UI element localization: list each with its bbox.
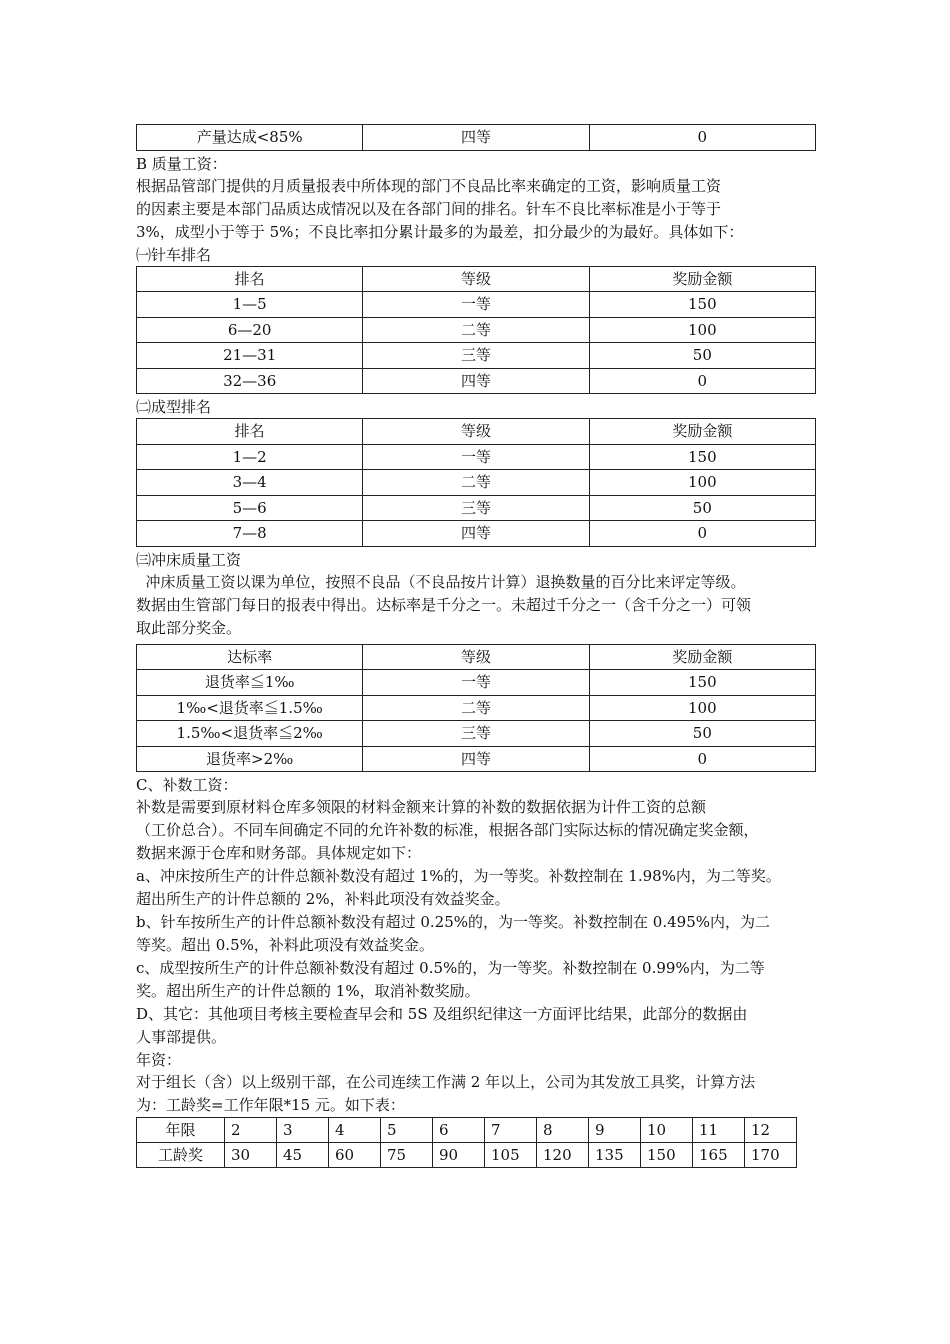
table2-title: ㈡成型排名 xyxy=(136,398,212,416)
document-page xyxy=(136,0,816,1168)
table-cell: 50 xyxy=(589,721,815,747)
table-cell: 5—6 xyxy=(137,495,363,521)
paragraph-line: （工价总合）。不同车间确定不同的允许补数的标准，根据各部门实际达标的情况确定奖金额， xyxy=(136,821,759,839)
table1-title: ㈠针车排名 xyxy=(136,245,212,264)
forming-ranking-table xyxy=(136,418,816,547)
table-cell: 产量达成<85% xyxy=(137,125,363,151)
table-cell: 4 xyxy=(329,1118,381,1143)
paragraph-line: b、针车按所生产的计件总额补数没有超过 0.25%的，为一等奖。补数控制在 0.495%内，为二 xyxy=(136,913,770,931)
table-cell: 1‰<退货率≦1.5‰ xyxy=(137,695,363,721)
paragraph-line: 补数是需要到原材料仓库多领限的材料金额来计算的补数的数据依据为计件工资的总额 xyxy=(136,798,707,816)
column-header: 等级 xyxy=(363,266,589,292)
table-cell: 三等 xyxy=(363,721,589,747)
section-year-heading: 年资： xyxy=(136,1051,182,1069)
seniority-award-table xyxy=(136,1117,797,1168)
table-cell: 一等 xyxy=(363,444,589,470)
table-header-row xyxy=(137,266,816,292)
paragraph-line: a、冲床按所生产的计件总额补数没有超过 1%的，为一等奖。补数控制在 1.98%内，为二等奖。 xyxy=(136,867,781,885)
section-b-paragraph xyxy=(136,175,816,244)
table-row xyxy=(137,695,816,721)
table-cell: 三等 xyxy=(363,495,589,521)
column-header: 等级 xyxy=(363,644,589,670)
continued-table xyxy=(136,124,816,151)
paragraph-line: 对于组长（含）以上级别干部，在公司连续工作满 2 年以上，公司为其发放工具奖，计算方法 xyxy=(136,1073,756,1091)
section-3-title: ㈢冲床质量工资 xyxy=(136,550,242,569)
table-cell: 一等 xyxy=(363,292,589,318)
table-cell: 三等 xyxy=(363,343,589,369)
table-cell: 50 xyxy=(589,495,815,521)
table-cell: 90 xyxy=(433,1143,485,1168)
paragraph-line: 超出所生产的计件总额的 2%，补料此项没有效益奖金。 xyxy=(136,890,510,908)
table-row xyxy=(137,670,816,696)
table-cell: 105 xyxy=(485,1143,537,1168)
table-cell: 二等 xyxy=(363,317,589,343)
table-cell: 8 xyxy=(537,1118,589,1143)
table-row xyxy=(137,292,816,318)
paragraph-line: 的因素主要是本部门品质达成情况以及在各部门间的排名。针车不良比率标准是小于等于 xyxy=(136,199,722,218)
section-c-heading: C、补数工资： xyxy=(136,776,238,794)
table-cell: 50 xyxy=(589,343,815,369)
table-cell: 3 xyxy=(277,1118,329,1143)
paragraph-line: D、其它：其他项目考核主要检查早会和 5S 及组织纪律这一方面评比结果，此部分的数据由 xyxy=(136,1005,748,1023)
item-a xyxy=(136,865,816,911)
item-c xyxy=(136,957,816,1003)
table-cell: 0 xyxy=(589,746,815,772)
table-cell: 一等 xyxy=(363,670,589,696)
table-cell: 0 xyxy=(589,125,815,151)
table-cell: 75 xyxy=(381,1143,433,1168)
table-cell: 1.5‰<退货率≦2‰ xyxy=(137,721,363,747)
table-cell: 二等 xyxy=(363,695,589,721)
table-cell: 2 xyxy=(225,1118,277,1143)
table-row xyxy=(137,1143,797,1168)
column-header: 排名 xyxy=(137,266,363,292)
table-cell: 100 xyxy=(589,470,815,496)
table-cell: 165 xyxy=(693,1143,745,1168)
section-c-paragraph xyxy=(136,796,816,865)
table-row xyxy=(137,746,816,772)
table-cell: 退货率>2‰ xyxy=(137,746,363,772)
paragraph-line: 冲床质量工资以课为单位，按照不良品（不良品按片计算）退换数量的百分比来评定等级。 xyxy=(136,572,746,591)
stitching-ranking-table xyxy=(136,266,816,395)
table-cell: 45 xyxy=(277,1143,329,1168)
table-cell: 退货率≦1‰ xyxy=(137,670,363,696)
table-cell: 6 xyxy=(433,1118,485,1143)
table-row xyxy=(137,368,816,394)
table-header-row xyxy=(137,419,816,445)
section-year-paragraph xyxy=(136,1071,816,1117)
table-row xyxy=(137,470,816,496)
column-header: 奖励金额 xyxy=(589,419,815,445)
table-cell: 100 xyxy=(589,695,815,721)
table-cell: 30 xyxy=(225,1143,277,1168)
table-cell: 7 xyxy=(485,1118,537,1143)
column-header: 奖励金额 xyxy=(589,644,815,670)
table-cell: 120 xyxy=(537,1143,589,1168)
table-cell: 四等 xyxy=(363,368,589,394)
table-row xyxy=(137,495,816,521)
column-header: 奖励金额 xyxy=(589,266,815,292)
section-b-heading: B 质量工资： xyxy=(136,154,227,173)
section-d-paragraph xyxy=(136,1003,816,1049)
table-row xyxy=(137,521,816,547)
paragraph-line: 奖。超出所生产的计件总额的 1%，取消补数奖励。 xyxy=(136,982,480,1000)
row-label: 工龄奖 xyxy=(137,1143,225,1168)
table-row xyxy=(137,125,816,151)
row-label: 年限 xyxy=(137,1118,225,1143)
paragraph-line: 3%，成型小于等于 5%；不良比率扣分累计最多的为最差，扣分最少的为最好。具体如下： xyxy=(136,222,744,241)
punch-rate-table xyxy=(136,644,816,773)
table-cell: 150 xyxy=(641,1143,693,1168)
table-cell: 6—20 xyxy=(137,317,363,343)
table-header-row xyxy=(137,644,816,670)
paragraph-line: 数据来源于仓库和财务部。具体规定如下： xyxy=(136,844,422,862)
column-header: 达标率 xyxy=(137,644,363,670)
paragraph-line: 根据品管部门提供的月质量报表中所体现的部门不良品比率来确定的工资，影响质量工资 xyxy=(136,176,722,195)
table-cell: 0 xyxy=(589,368,815,394)
column-header: 等级 xyxy=(363,419,589,445)
table-cell: 60 xyxy=(329,1143,381,1168)
paragraph-line: 数据由生管部门每日的报表中得出。达标率是千分之一。未超过千分之一（含千分之一）可领 xyxy=(136,595,752,614)
table-cell: 9 xyxy=(589,1118,641,1143)
table-cell: 150 xyxy=(589,670,815,696)
table-cell: 0 xyxy=(589,521,815,547)
table-cell: 170 xyxy=(745,1143,797,1168)
table-cell: 二等 xyxy=(363,470,589,496)
column-header: 排名 xyxy=(137,419,363,445)
table-cell: 1—2 xyxy=(137,444,363,470)
table-cell: 150 xyxy=(589,444,815,470)
table-cell: 150 xyxy=(589,292,815,318)
paragraph-line: 等奖。超出 0.5%，补料此项没有效益奖金。 xyxy=(136,936,434,954)
table-cell: 四等 xyxy=(363,746,589,772)
table-cell: 10 xyxy=(641,1118,693,1143)
paragraph-line: 人事部提供。 xyxy=(136,1028,227,1046)
table-row xyxy=(137,721,816,747)
section-3-paragraph xyxy=(136,571,816,640)
table-cell: 11 xyxy=(693,1118,745,1143)
item-b xyxy=(136,911,816,957)
table-cell: 12 xyxy=(745,1118,797,1143)
table-cell: 135 xyxy=(589,1143,641,1168)
table-row xyxy=(137,1118,797,1143)
table-row xyxy=(137,444,816,470)
table-cell: 5 xyxy=(381,1118,433,1143)
table-cell: 32—36 xyxy=(137,368,363,394)
table-cell: 四等 xyxy=(363,125,589,151)
paragraph-line: c、成型按所生产的计件总额补数没有超过 0.5%的，为一等奖。补数控制在 0.99%内，为二等 xyxy=(136,959,765,977)
table-cell: 7—8 xyxy=(137,521,363,547)
table-cell: 3—4 xyxy=(137,470,363,496)
table-cell: 1—5 xyxy=(137,292,363,318)
table-cell: 21—31 xyxy=(137,343,363,369)
paragraph-line: 为：工龄奖=工作年限*15 元。如下表： xyxy=(136,1096,405,1114)
table-cell: 100 xyxy=(589,317,815,343)
table-row xyxy=(137,317,816,343)
table-cell: 四等 xyxy=(363,521,589,547)
paragraph-line: 取此部分奖金。 xyxy=(136,618,242,637)
table-row xyxy=(137,343,816,369)
